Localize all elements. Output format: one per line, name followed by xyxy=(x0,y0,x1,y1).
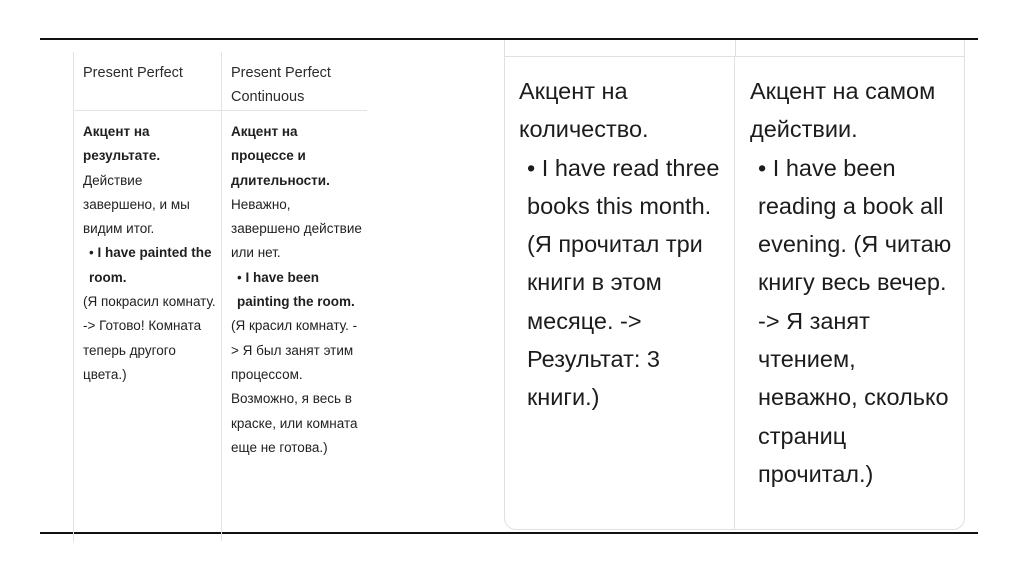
example-translation: (Я покрасил комнату. -> Готово! Комната теперь другого цвета.) xyxy=(83,294,216,382)
cell-description: Действие завершено, и мы видим итог. xyxy=(83,172,190,237)
example-translation: (Я читаю книгу весь вечер. -> Я занят чтением, неважно, сколько страниц прочитал.) xyxy=(758,231,952,487)
comparison-table-right xyxy=(504,40,965,530)
example-sentence: I have painted the room. xyxy=(89,245,212,285)
bullet: • xyxy=(758,154,767,181)
example-translation: (Я красил комнату. -> Я был занят этим процессом. Возможно, я весь в краске, или комната еще не готова.) xyxy=(231,318,358,455)
cell-description: Неважно, завершено действие или нет. xyxy=(231,196,362,261)
bullet: • xyxy=(237,269,242,285)
bullet: • xyxy=(89,245,94,261)
comparison-table-left xyxy=(73,52,367,542)
bullet: • xyxy=(527,154,536,181)
example-translation: (Я прочитал три книги в этом месяце. -> Результат: 3 книги.) xyxy=(527,231,703,411)
cell-present-perfect xyxy=(74,111,222,541)
example-line xyxy=(750,149,958,494)
example-sentence: I have read three books this month. xyxy=(527,154,720,219)
cell-present-perfect-continuous xyxy=(222,111,367,541)
top-strip-cell xyxy=(505,40,736,56)
header-present-perfect-continuous: Present Perfect Continuous xyxy=(231,65,331,105)
cell-action-accent xyxy=(735,57,964,530)
example-line xyxy=(519,149,728,417)
example-line xyxy=(231,266,363,315)
cell-quantity-accent xyxy=(505,57,735,530)
example-sentence: I have been painting the room. xyxy=(237,269,355,310)
example-line xyxy=(83,241,217,290)
cell-accent: Акцент на результате. xyxy=(83,124,161,164)
table-top-strip xyxy=(505,40,964,57)
cell-accent: Акцент на количество. xyxy=(519,78,649,143)
cell-accent: Акцент на процессе и длительности. xyxy=(231,124,330,188)
cell-accent: Акцент на самом действии. xyxy=(750,78,936,143)
table-row xyxy=(74,111,367,541)
table-row xyxy=(505,57,964,530)
header-present-perfect: Present Perfect xyxy=(74,52,222,110)
example-sentence: I have been reading a book all evening. xyxy=(758,154,944,258)
table-header-row xyxy=(74,52,367,111)
